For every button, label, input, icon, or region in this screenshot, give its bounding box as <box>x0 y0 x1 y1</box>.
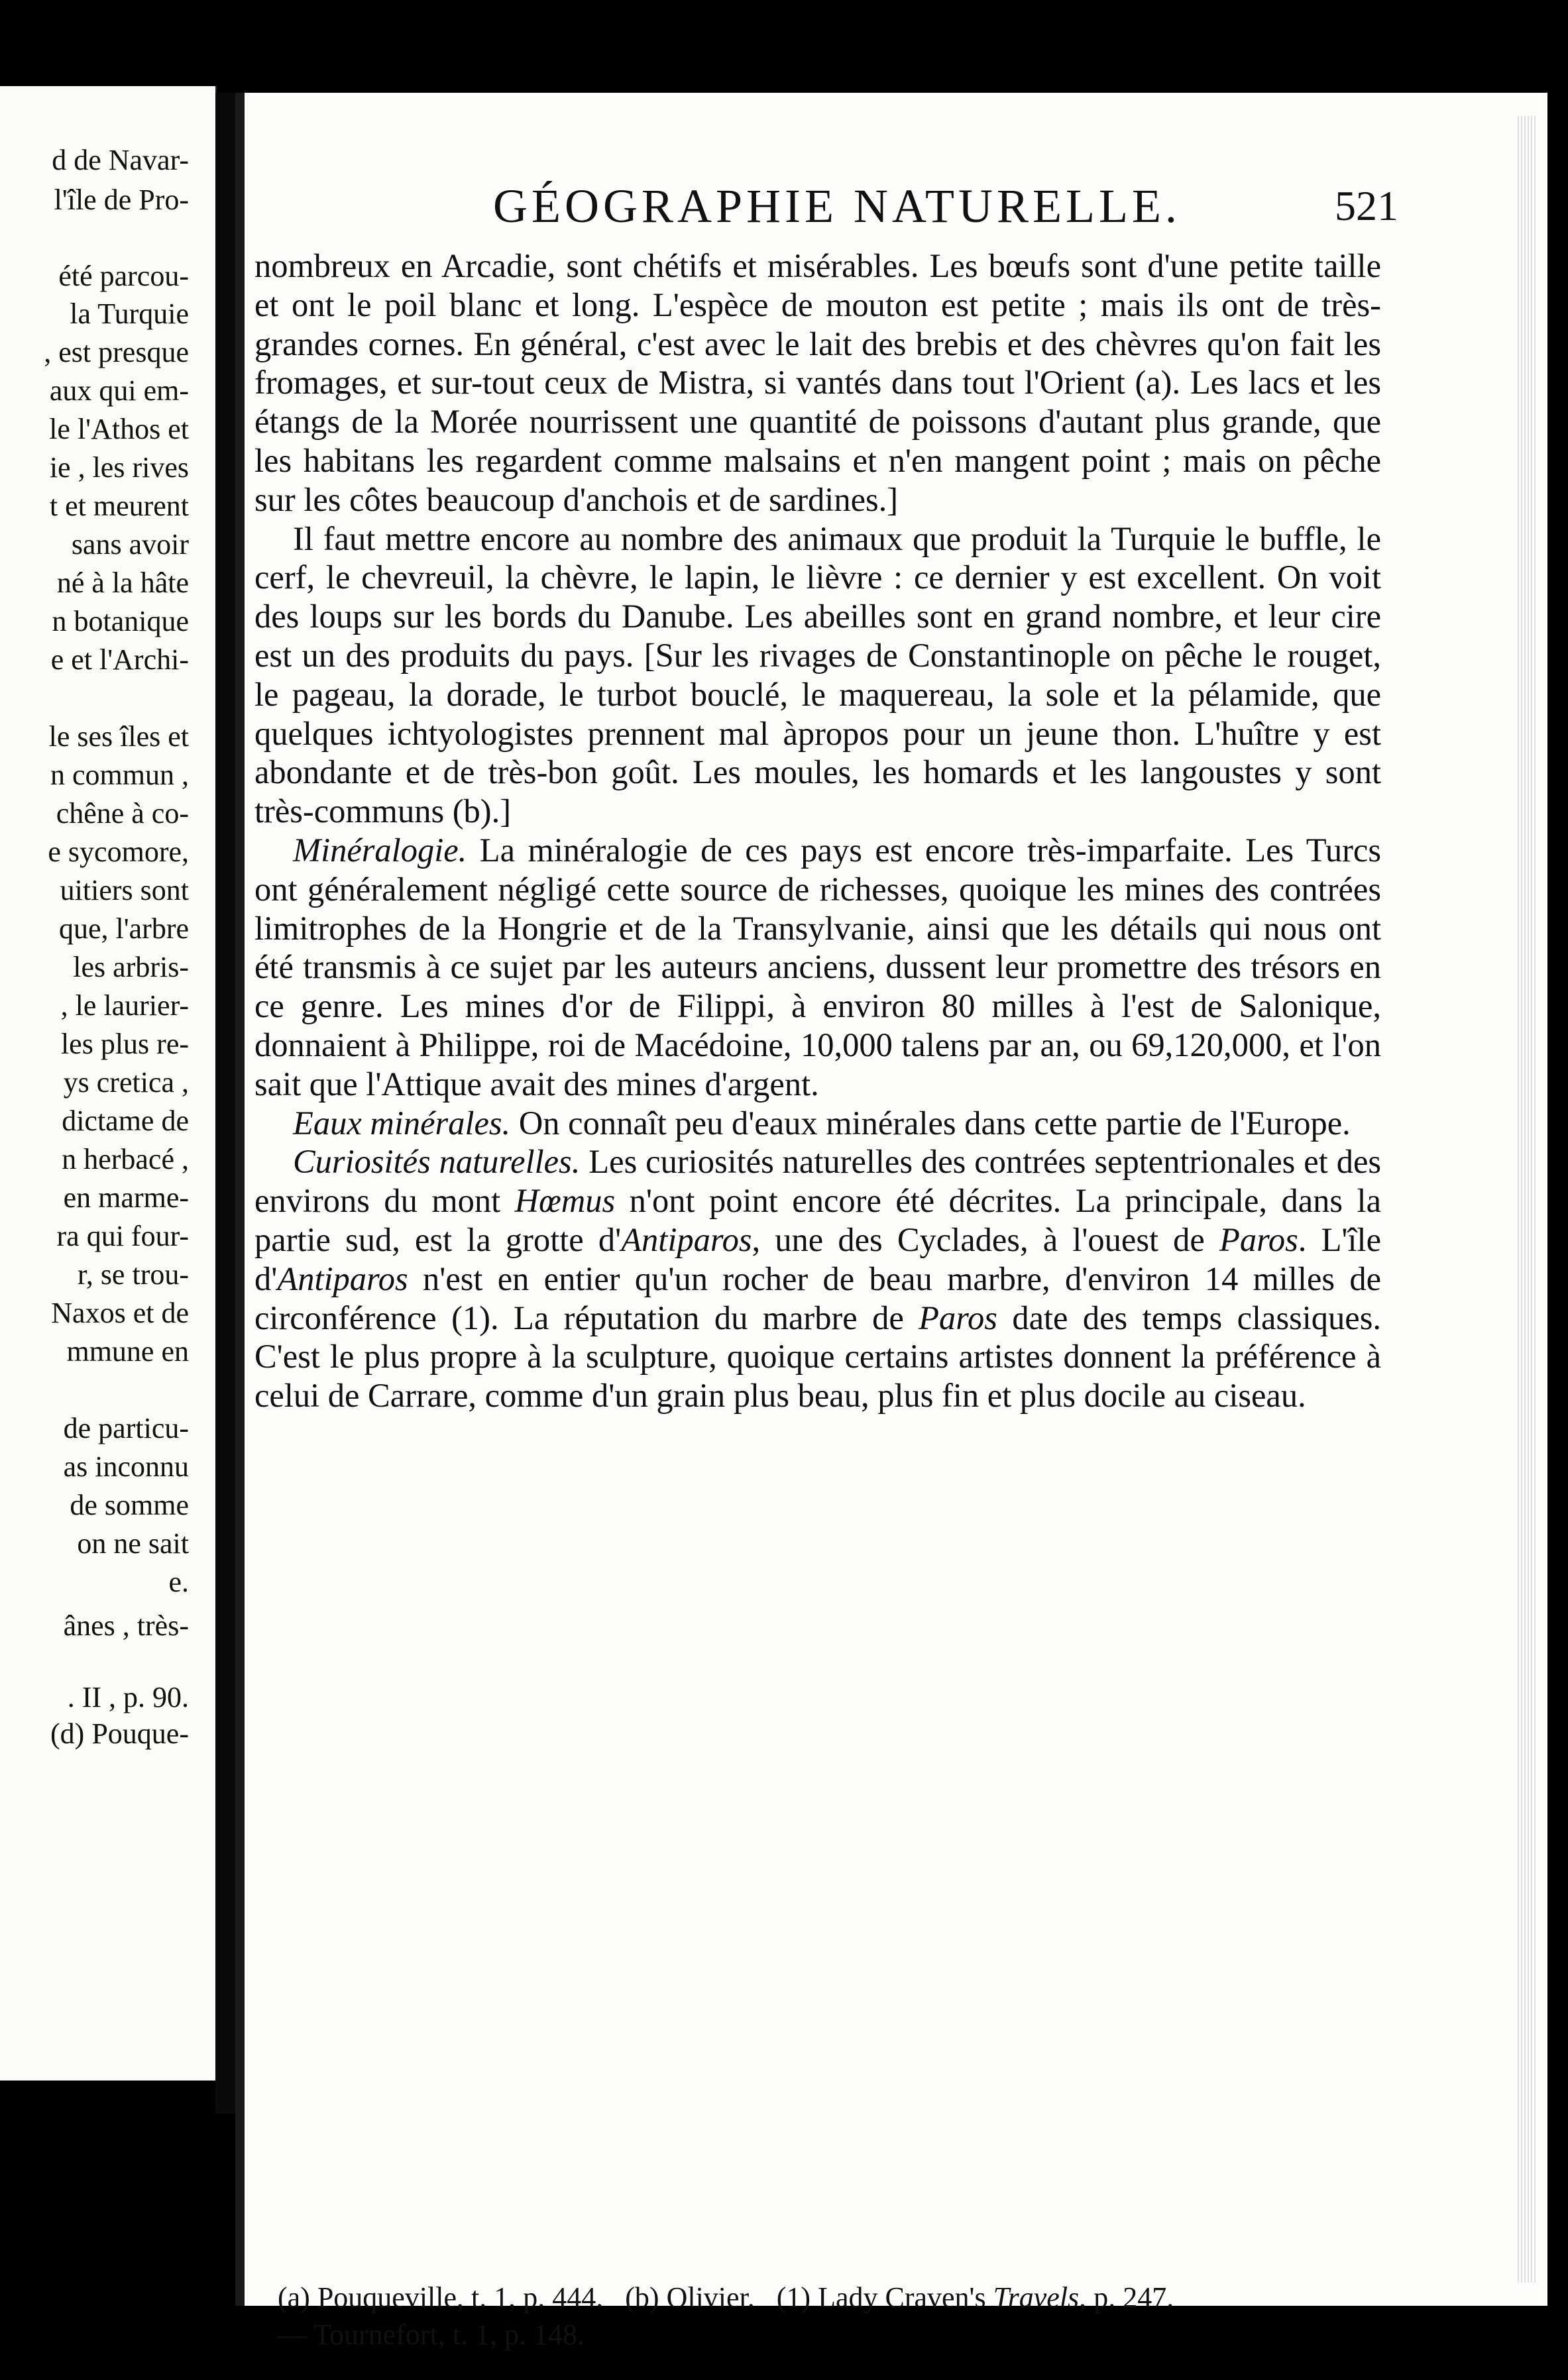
curiosities-text-f: date des temps classiques. C'est le plus propre à la sculpture, quoique certains artistes donnent la préférence à celui de Carrare, comme d'un grain plus beau, plus fin et plus docile au ciseau. <box>254 1299 1381 1415</box>
left-page-line: t et meurent <box>49 490 189 522</box>
paragraph-mineralogy <box>254 831 1381 1104</box>
left-page-line: mmune en <box>66 1335 189 1368</box>
left-page-line: on ne sait <box>77 1527 189 1560</box>
curiosities-text-c: , une des Cyclades, à l'ouest de <box>752 1220 1220 1258</box>
footnote-line-1 <box>278 2279 1391 2316</box>
paragraph-animals-continued: nombreux en Arcadie, sont chétifs et misérables. Les bœufs sont d'une petite taille et ont le poil blanc et long. L'espèce de mouton est petite ; mais ils ont de très-grandes cornes. En général, c'est avec le lait des brebis et des chèvres qu'on fait les fromages, et sur-tout ceux de Mistra, si vantés dans tout l'Orient (a). Les lacs et les étangs de la Morée nourrissent une quantité de poissons d'autant plus grande, que les habitans les regardent comme malsains et n'en mangent point ; mais on pêche sur les côtes beaucoup d'anchois et de sardines.] <box>254 247 1381 518</box>
term-paros-2: Paros <box>919 1299 997 1336</box>
footnotes <box>278 2279 1391 2353</box>
term-haemus: Hœmus <box>514 1182 616 1220</box>
left-page-line: e et l'Archi- <box>50 643 189 676</box>
paragraph-mineral-waters <box>254 1104 1381 1143</box>
left-page-line: été parcou- <box>58 260 189 292</box>
left-page-line: les plus re- <box>60 1028 189 1060</box>
left-page-line: ra qui four- <box>56 1220 189 1252</box>
left-page-line: l'île de Pro- <box>54 184 189 216</box>
left-page-line: ânes , très- <box>63 1609 189 1642</box>
left-page-line: d de Navar- <box>52 144 189 176</box>
curiosities-text-e: n'est en entier qu'un rocher de beau marbre, d'environ 14 milles de circonférence (1). La réputation du marbre de <box>254 1260 1381 1336</box>
left-page-line: sans avoir <box>71 528 189 561</box>
left-page-line: la Turquie <box>70 298 189 330</box>
footnote-line-2: — Tournefort, t. 1, p. 148. <box>278 2318 585 2351</box>
curiosities-text-d: . L'île d' <box>254 1220 1381 1297</box>
body-text <box>254 246 1381 1415</box>
page-header <box>245 179 1547 239</box>
footnote-1-pre: (1) Lady Craven's <box>776 2281 993 2314</box>
paragraph-curiosities <box>254 1142 1381 1415</box>
subhead-mineral-waters: Eaux minérales. <box>293 1104 511 1142</box>
footnote-a: (a) Pouqueville, t. 1, p. 444. <box>278 2281 604 2314</box>
left-page-line: dictame de <box>62 1105 189 1137</box>
left-page-line: n commun , <box>50 759 189 791</box>
term-paros: Paros <box>1219 1220 1298 1258</box>
footnote-1-title: Travels <box>993 2281 1080 2314</box>
subhead-mineralogy: Minéralogie. <box>293 831 467 869</box>
left-page-line: (d) Pouque- <box>50 1717 189 1750</box>
left-page-line: as inconnu <box>63 1450 189 1483</box>
page-number: 521 <box>1335 182 1398 229</box>
term-antiparos: Antiparos <box>621 1220 752 1258</box>
subhead-curiosities: Curiosités naturelles. <box>293 1143 581 1181</box>
left-page-line: aux qui em- <box>49 374 189 407</box>
term-antiparos-2: Antiparos <box>277 1260 408 1297</box>
footnote-1-post: , p. 247. <box>1079 2281 1174 2314</box>
footnote-b: (b) Olivier. <box>625 2281 755 2314</box>
mineralogy-text: La minéralogie de ces pays est encore très-imparfaite. Les Turcs ont généralement négligé cette source de richesses, quoique les mines des contrées limitrophes de la Hongrie et de la Transylvanie, ainsi que les détails qui nous ont été transmis à ce sujet par les auteurs anciens, dussent leur promettre des trésors en ce genre. Les mines d'or de Filippi, à environ 80 milles à l'est de Salonique, donnaient à Philippe, roi de Macédoine, 10,000 talens par an, ou 69,120,000, et l'on sait que l'Attique avait des mines d'argent. <box>254 831 1381 1103</box>
left-page-line: chêne à co- <box>56 797 189 830</box>
left-page-line: de particu- <box>63 1412 189 1444</box>
left-page-line: n herbacé , <box>62 1143 189 1175</box>
right-page <box>235 93 1547 2351</box>
left-page-line: de somme <box>70 1489 189 1521</box>
paragraph-animals: Il faut mettre encore au nombre des animaux que produit la Turquie le buffle, le cerf, le chevreuil, la chèvre, le lapin, le lièvre : ce dernier y est excellent. On voit des loups sur les bords du Danube. Les abeilles sont en grand nombre, et leur cire est un des produits du pays. [Sur les rivages de Constantinople on pêche le rouget, le pageau, la dorade, le turbot bouclé, le maquereau, la sole et la pélamide, que quelques ichtyologistes prennent mal àpropos pour un jeune thon. L'huître y est abondante et de très-bon goût. Les moules, les homards et les langoustes y sont très-communs (b).] <box>254 519 1381 830</box>
curiosities-text-a: Les curiosités naturelles des contrées septentrionales et des environs du mont <box>254 1143 1382 1220</box>
left-page-line: uitiers sont <box>60 874 189 906</box>
left-page-line: ie , les rives <box>49 451 189 484</box>
page-edge <box>1518 116 1536 2283</box>
left-page-line: r, se trou- <box>77 1258 189 1291</box>
left-page-line: les arbris- <box>73 951 189 983</box>
running-title: GÉOGRAPHIE NATURELLE. <box>493 180 1181 233</box>
left-page-line: , le laurier- <box>60 989 189 1022</box>
left-page-line: que, l'arbre <box>58 912 189 945</box>
left-page-line: né à la hâte <box>56 567 189 599</box>
left-page-line: en marme- <box>63 1181 189 1214</box>
left-page-line: n botanique <box>52 605 189 637</box>
left-page-line: , est presque <box>44 336 189 368</box>
left-page-line: Naxos et de <box>51 1297 189 1329</box>
left-page-line: le l'Athos et <box>49 413 189 445</box>
mineral-waters-text: On connaît peu d'eaux minérales dans cette partie de l'Europe. <box>510 1104 1351 1142</box>
left-page-fragment <box>0 86 217 2081</box>
curiosities-text-b: n'ont point encore été décrites. La principale, dans la partie sud, est la grotte d' <box>254 1182 1381 1258</box>
left-page-line: ys cretica , <box>63 1066 189 1099</box>
left-page-line: e sycomore, <box>48 836 189 868</box>
left-page-line: le ses îles et <box>48 720 189 753</box>
left-page-line: e. <box>168 1566 189 1598</box>
left-page-line: . II , p. 90. <box>67 1681 189 1713</box>
